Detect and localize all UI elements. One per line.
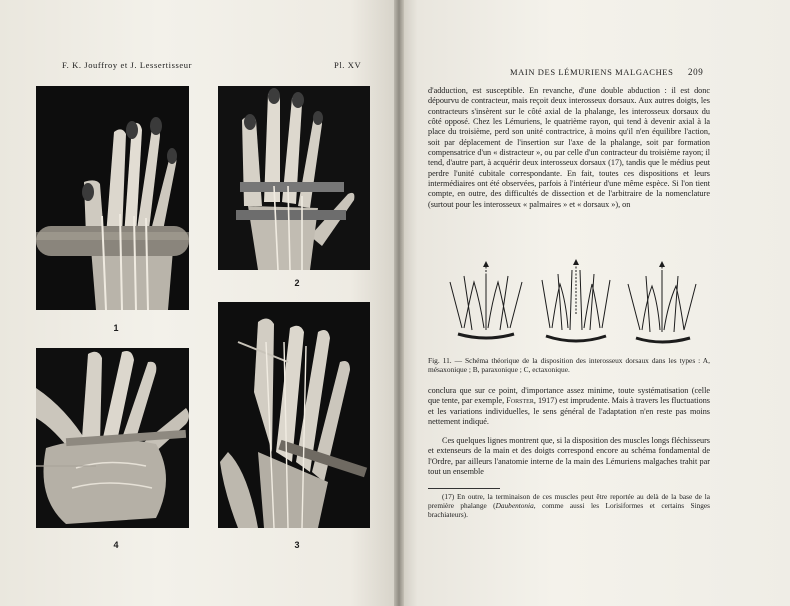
paragraph-2-text	[428, 386, 710, 427]
plate-figure-4	[36, 348, 189, 528]
footnote-rule	[428, 488, 500, 489]
page-number: 209	[688, 67, 704, 77]
body-paragraph-2	[428, 386, 710, 427]
figure-4-photo	[36, 348, 189, 528]
figure-number-2: 2	[294, 278, 300, 288]
schema-a-mesaxonic	[450, 264, 522, 338]
running-head-title: MAIN DES LÉMURIENS MALGACHES	[510, 67, 674, 77]
paragraph-1-text: d'adduction, est susceptible. En revanche, d'une double abduction : il est donc dépourvu de contracteur, mais reçoit deux interosseux dorsaux. Aux autres doigts, les contracteurs s'insèrent sur le côté axial de la phalange, les interosseux dorsaux du côté opposé. Chez les Lémuriens, le quatrième rayon, qui tend à devenir axial à la place du troisième, perd son unité contractrice, à moins qu'il n'en équilibre l'action, soit par déplacement de l'insertion sur l'axe de la phalange, soit par formation compensatrice d'un « distracteur », ou par celle d'un contracteur du troisième rayon; il tend, d'autre part, à acquérir deux interosseux dorsaux (17), tandis que le médius peut perdre l'unité cubitale correspondante. En fait, toutes ces dispositions et leurs intermédiaires ont été observées, parfois à l'intérieur d'une même espèce. Si l'on tient compte, en outre, des difficultés de dissection et de l'arbitraire de la nomenclature (surtout pour les interosseux « palmaires » et « dorsaux »), on	[428, 86, 710, 209]
paragraph-3-text: Ces quelques lignes montrent que, si la disposition des muscles longs fléchisseurs et extenseurs de la main et des doigts correspond encore au schéma fondamental de l'Ordre, par ailleurs l'anatomie interne de la main des Lémuriens malgaches trahit par tout un ensemble	[428, 436, 710, 477]
footnote-end: , comme aussi les Lorisiformes et certains Singes brachiateurs).	[428, 501, 710, 520]
book-gutter	[394, 0, 404, 606]
running-head-authors: F. K. Jouffroy et J. Lessertisseur	[62, 60, 193, 70]
author-citation: Forster	[506, 396, 534, 406]
footnote-17	[428, 492, 710, 520]
figure-11-schema	[440, 258, 710, 350]
plate-label: Pl. XV	[334, 60, 362, 70]
body-paragraph-3	[428, 436, 710, 477]
paragraph-2-end: , 1917) est imprudente. Mais à travers les fluctuations et les variations individuelles, le sens général de l'adaptation n'en reste pas moins nettement indiqué.	[428, 396, 710, 427]
figure-3-photo	[218, 302, 370, 528]
figure-number-1: 1	[113, 323, 119, 333]
paragraph-2-start: conclura que sur ce point, d'importance assez minime, toute systématisation (celle que tente, par exemple,	[428, 386, 710, 406]
figure-number-3: 3	[294, 540, 300, 550]
schema-b-paraxonic	[542, 262, 610, 341]
figure-number-4: 4	[113, 540, 119, 550]
body-paragraph-1	[428, 86, 710, 210]
figure-1-photo	[36, 86, 189, 310]
plate-figure-2	[218, 86, 370, 270]
footnote-genus: Daubentonia	[495, 501, 534, 511]
plate-figure-3	[218, 302, 370, 528]
figure-2-photo	[218, 86, 370, 270]
footnote-start: (17) En outre, la terminaison de ces muscles peut être reportée au delà de la base de la première phalange (	[428, 492, 710, 511]
schema-c-ectaxonic	[628, 264, 696, 342]
figure-11-caption: Fig. 11. — Schéma théorique de la disposition des interosseux dorsaux dans les types : A, mésaxonique ; B, paraxonique ; C, ectaxonique.	[428, 356, 710, 375]
plate-figure-1	[36, 86, 189, 310]
